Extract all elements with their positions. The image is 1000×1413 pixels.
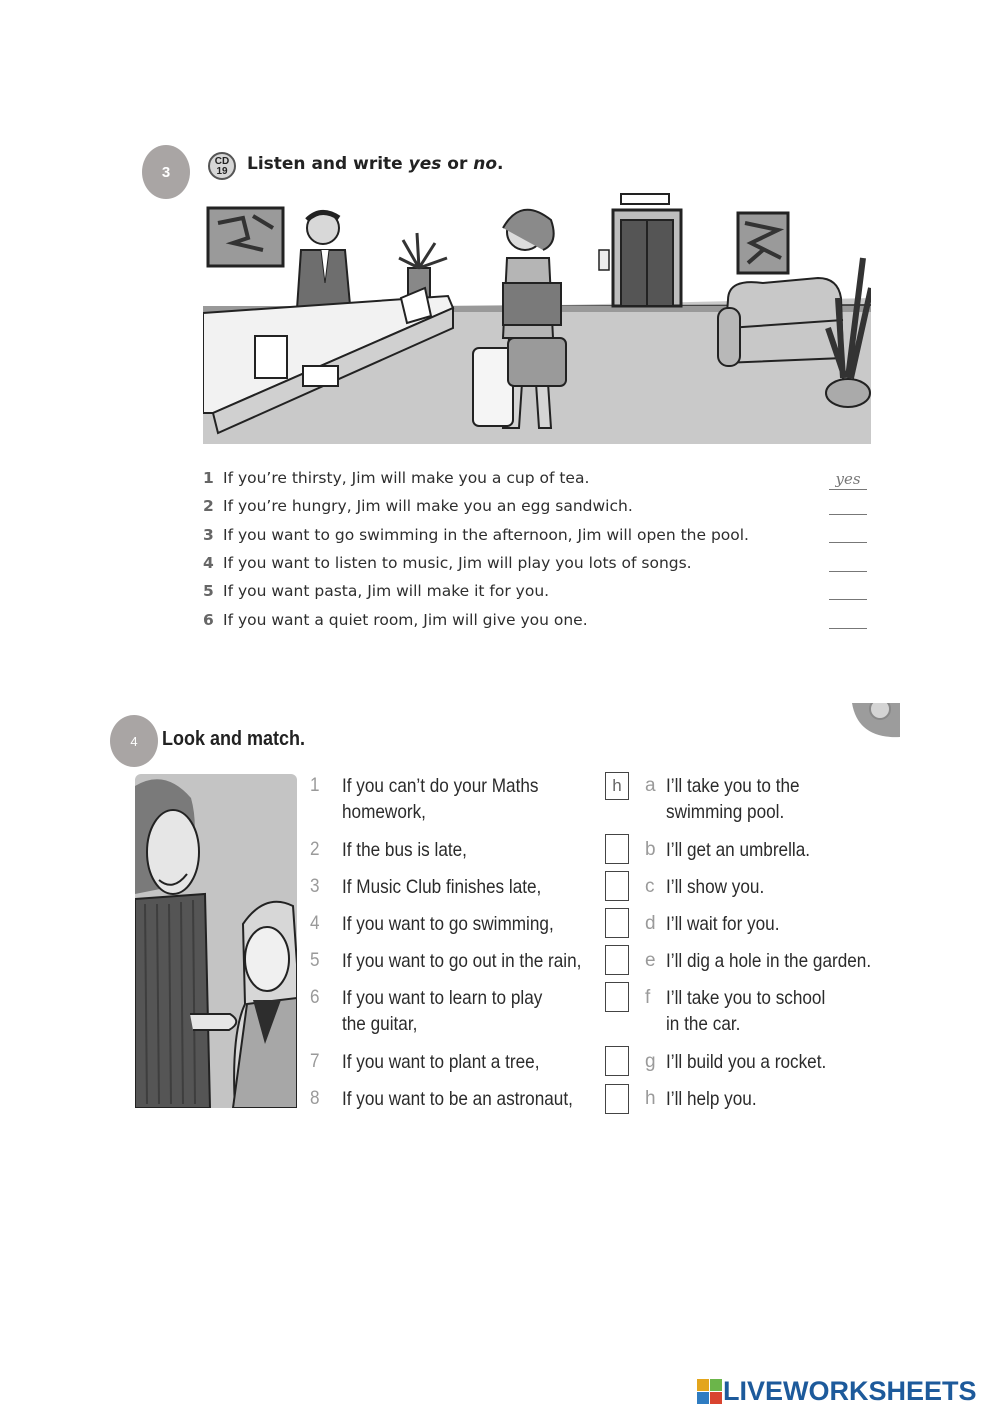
- title-yes: yes: [408, 154, 442, 174]
- result-line: in the car.: [666, 1013, 741, 1035]
- cd-label: CD: [214, 156, 230, 167]
- cd-track-number: 19: [216, 166, 228, 177]
- item-number: 4: [310, 913, 320, 934]
- result-text: I’ll help you.: [666, 1088, 757, 1110]
- item-text: If you’re hungry, Jim will make you an egg sandwich.: [223, 497, 633, 515]
- item-number: 1: [310, 775, 320, 796]
- logo-text: LIVEWORKSHEETS: [723, 1376, 977, 1406]
- result-text: I’ll wait for you.: [666, 913, 780, 935]
- answer-field[interactable]: [829, 522, 867, 543]
- item-text: If you want to listen to music, Jim will play you lots of songs.: [223, 554, 692, 572]
- match-box[interactable]: [605, 982, 629, 1012]
- item-number: 7: [310, 1051, 320, 1072]
- option-letter: f: [645, 987, 651, 1008]
- option-letter: e: [645, 950, 656, 971]
- condition-line: If you want to learn to play: [342, 987, 543, 1009]
- result-text: [666, 985, 825, 1037]
- exercise-3-number: 3: [142, 145, 190, 199]
- page-corner-decoration: [850, 703, 900, 741]
- answer-field[interactable]: yes: [829, 469, 867, 490]
- hotel-lobby-illustration: [203, 188, 871, 444]
- option-letter: a: [645, 775, 656, 796]
- condition-text: If you want to be an astronaut,: [342, 1088, 573, 1110]
- result-line: I’ll take you to the: [666, 775, 800, 797]
- condition-text: If you want to go out in the rain,: [342, 950, 582, 972]
- item-number: 1: [203, 469, 214, 487]
- condition-text: [342, 773, 538, 825]
- condition-text: If you want to plant a tree,: [342, 1051, 540, 1073]
- option-letter: c: [645, 876, 655, 897]
- condition-text: [342, 985, 542, 1037]
- list-item: [203, 582, 843, 600]
- item-text: If you want a quiet room, Jim will give you one.: [223, 611, 588, 629]
- cd-track-badge: [208, 152, 236, 180]
- result-text: [666, 773, 800, 825]
- match-box[interactable]: h: [605, 772, 629, 800]
- title-part: or: [441, 154, 474, 174]
- match-box[interactable]: [605, 834, 629, 864]
- match-box[interactable]: [605, 871, 629, 901]
- item-number: 6: [310, 987, 320, 1008]
- match-box[interactable]: [605, 1084, 629, 1114]
- answer-field[interactable]: [829, 494, 867, 515]
- list-item: [203, 611, 843, 629]
- condition-text: If Music Club finishes late,: [342, 876, 542, 898]
- exercise-4-number: 4: [110, 715, 158, 767]
- title-no: no: [473, 154, 498, 174]
- answer-field[interactable]: [829, 608, 867, 629]
- item-number: 2: [203, 497, 214, 515]
- title-part: Listen and write: [247, 154, 409, 174]
- man-and-girl-illustration: [135, 774, 297, 1108]
- result-text: I’ll build you a rocket.: [666, 1051, 827, 1073]
- item-number: 3: [310, 876, 320, 897]
- list-item: [203, 526, 843, 544]
- item-number: 6: [203, 611, 214, 629]
- condition-text: If the bus is late,: [342, 839, 467, 861]
- result-text: I’ll show you.: [666, 876, 765, 898]
- condition-text: If you want to go swimming,: [342, 913, 554, 935]
- item-number: 8: [310, 1088, 320, 1109]
- list-item: [203, 497, 843, 515]
- match-box[interactable]: [605, 945, 629, 975]
- item-number: 4: [203, 554, 214, 572]
- answer-field[interactable]: [829, 551, 867, 572]
- item-number: 5: [310, 950, 320, 971]
- list-item: [203, 469, 843, 487]
- condition-line: homework,: [342, 801, 426, 823]
- item-text: If you want to go swimming in the afternoon, Jim will open the pool.: [223, 526, 749, 544]
- result-text: I’ll dig a hole in the garden.: [666, 950, 872, 972]
- result-line: swimming pool.: [666, 801, 785, 823]
- exercise-4-title: Look and match.: [162, 728, 306, 750]
- result-line: I’ll take you to school: [666, 987, 826, 1009]
- match-box[interactable]: [605, 1046, 629, 1076]
- result-text: I’ll get an umbrella.: [666, 839, 811, 861]
- answer-field[interactable]: [829, 579, 867, 600]
- item-number: 5: [203, 582, 214, 600]
- item-number: 3: [203, 526, 214, 544]
- item-text: If you want pasta, Jim will make it for you.: [223, 582, 550, 600]
- option-letter: h: [645, 1088, 656, 1109]
- item-number: 2: [310, 839, 320, 860]
- option-letter: g: [645, 1051, 656, 1072]
- liveworksheets-logo[interactable]: [697, 1376, 977, 1407]
- condition-line: If you can’t do your Maths: [342, 775, 539, 797]
- liveworksheets-logo-icon: [697, 1379, 723, 1405]
- title-part: .: [497, 154, 504, 174]
- option-letter: b: [645, 839, 656, 860]
- option-letter: d: [645, 913, 656, 934]
- item-text: If you’re thirsty, Jim will make you a cup of tea.: [223, 469, 590, 487]
- match-box[interactable]: [605, 908, 629, 938]
- list-item: [203, 554, 843, 572]
- condition-line: the guitar,: [342, 1013, 418, 1035]
- exercise-3-title: [247, 154, 504, 174]
